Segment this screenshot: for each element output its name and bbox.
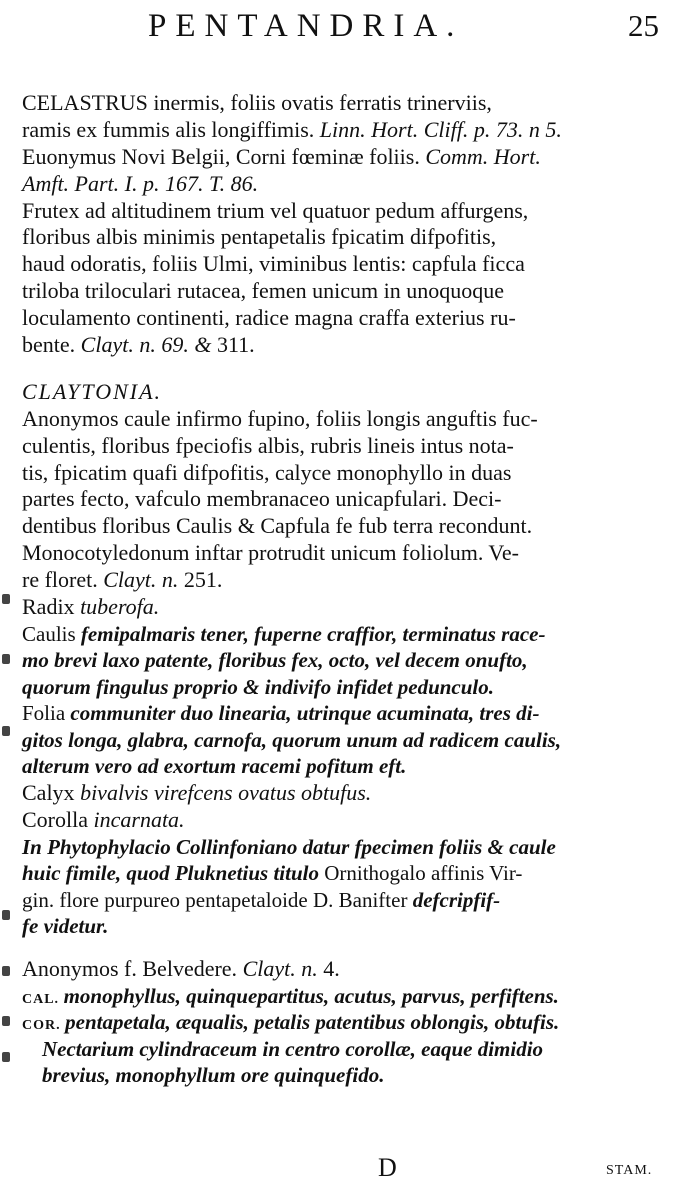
text-line (22, 780, 670, 807)
text-segment: loculamento continenti, radice magna craffa exterius ru- (22, 305, 516, 331)
text-line (22, 198, 670, 225)
text-segment: tis, fpicatim quafi difpofitis, calyce monophyllo in duas (22, 459, 512, 485)
text-segment: CAL. (22, 991, 64, 1007)
text-segment: dentibus floribus Caulis & Capfula fe fub terra recondunt. (22, 513, 533, 539)
text-body (22, 90, 670, 1089)
text-segment: partes fecto, vafculo membranaceo unicapfulari. Deci- (22, 486, 502, 512)
margin-ink-mark (0, 1048, 14, 1066)
text-line (22, 486, 670, 513)
margin-ink-mark (0, 650, 14, 668)
text-segment: CLAYTONIA. (22, 378, 163, 404)
text-line (22, 1036, 670, 1063)
text-segment: Corolla (22, 806, 94, 832)
text-segment: defcripfif- (412, 887, 501, 912)
text-segment: bente. (22, 332, 81, 358)
text-segment: Anonymos f. Belvedere. (22, 955, 243, 981)
text-segment: pentapetala, æqualis, petalis patentibus oblongis, obtufis. (65, 1010, 560, 1035)
text-segment: culentis, floribus fpeciofis albis, rubris lineis intus nota- (22, 432, 514, 458)
text-segment: Comm. Hort. (425, 143, 541, 169)
text-segment: incarnata. (93, 806, 185, 832)
text-line (22, 956, 670, 983)
margin-ink-mark (0, 962, 14, 980)
text-line (22, 887, 670, 914)
text-line (22, 513, 670, 540)
text-segment: Euonymus Novi Belgii, Corni fœminæ foliis. (22, 143, 426, 169)
signature-mark: D (378, 1153, 397, 1182)
text-line (22, 251, 670, 278)
text-segment: CELASTRUS inermis, foliis ovatis ferratis trinerviis, (22, 90, 492, 115)
text-segment: gitos longa, glabra, carnofa, quorum unum ad radicem caulis, (22, 727, 562, 752)
text-segment: re floret. (22, 567, 104, 593)
text-line (22, 807, 670, 834)
text-line (22, 594, 670, 621)
text-segment: quorum fingulus proprio & indivifo infidet pedunculo. (22, 674, 495, 699)
margin-ink-mark (0, 722, 14, 740)
text-segment: Ornithogalo affinis Vir- (324, 861, 523, 886)
running-head (0, 4, 682, 48)
text-segment: Calyx (22, 779, 81, 805)
text-segment: mo brevi laxo patente, floribus fex, octo, vel decem onufto, (22, 648, 528, 673)
text-segment: Nectarium cylindraceum in centro corollæ, eaque dimidio (42, 1036, 544, 1061)
text-line (22, 433, 670, 460)
text-line (22, 540, 670, 567)
text-line (22, 90, 670, 117)
text-segment: Clayt. n. (103, 567, 184, 593)
page-number: 25 (628, 8, 659, 43)
margin-ink-mark (0, 590, 14, 608)
page-footer (0, 1153, 682, 1193)
text-segment: tuberofa. (80, 594, 160, 620)
text-line (22, 171, 670, 198)
text-segment: gin. flore purpureo pentapetaloide D. Banifter (22, 887, 413, 912)
text-line (22, 913, 670, 940)
text-segment: haud odoratis, foliis Ulmi, viminibus lentis: capfula ficca (22, 251, 525, 277)
text-line (22, 1009, 670, 1036)
text-segment: ramis ex fummis alis longiffimis. (22, 116, 320, 142)
text-segment: floribus albis minimis pentapetalis fpicatim difpofitis, (22, 224, 497, 250)
text-segment: In Phytophylacio Collinfoniano datur fpecimen foliis & caule (22, 834, 556, 859)
text-segment: communiter duo linearia, utrinque acuminata, tres di- (70, 701, 540, 726)
text-line (22, 567, 670, 594)
text-segment: Clayt. n. 69. & (80, 332, 217, 358)
text-line (22, 834, 670, 861)
text-segment: Monocotyledonum inftar protrudit unicum foliolum. Ve- (22, 540, 519, 566)
text-line (22, 983, 670, 1010)
text-segment: Clayt. n. (242, 955, 324, 981)
text-line (22, 460, 670, 487)
text-segment: Caulis (22, 621, 81, 646)
text-segment: Amft. Part. I. p. 167. T. 86. (22, 170, 259, 196)
text-segment: Frutex ad altitudinem trium vel quatuor pedum affurgens, (22, 197, 529, 223)
text-line (22, 224, 670, 251)
text-line (22, 278, 670, 305)
text-line (22, 332, 670, 359)
text-line (22, 379, 670, 406)
text-line (22, 674, 670, 701)
paragraph-gap (22, 359, 670, 379)
text-segment: bivalvis virefcens ovatus obtufus. (80, 779, 372, 805)
text-line (22, 406, 670, 433)
text-segment: Linn. Hort. Cliff. p. 73. n 5. (319, 116, 562, 142)
text-line (22, 727, 670, 754)
text-line (22, 700, 670, 727)
margin-ink-mark (0, 906, 14, 924)
text-line (22, 647, 670, 674)
text-line (22, 621, 670, 648)
text-segment: fe videtur. (22, 914, 109, 939)
text-line (22, 1062, 670, 1089)
text-segment: 251. (183, 567, 223, 593)
text-segment: 4. (323, 955, 340, 981)
text-segment: monophyllus, quinquepartitus, acutus, parvus, perfiftens. (63, 983, 559, 1008)
text-segment: Anonymos caule infirmo fupino, foliis longis anguftis fuc- (22, 405, 538, 431)
text-segment: alterum vero ad exortum racemi pofitum eft. (22, 754, 407, 779)
text-segment: COR. (22, 1018, 66, 1034)
page-title: PENTANDRIA. (148, 8, 464, 44)
margin-ink-mark (0, 1012, 14, 1030)
text-segment: triloba triloculari rutacea, femen unicum in unoquoque (22, 278, 505, 304)
text-line (22, 305, 670, 332)
text-line (22, 144, 670, 171)
paragraph-gap (22, 940, 670, 956)
text-segment: Radix (22, 594, 81, 620)
text-line (22, 860, 670, 887)
text-segment: brevius, monophyllum ore quinquefido. (42, 1063, 385, 1088)
text-segment: Folia (22, 701, 71, 726)
text-segment: 311. (216, 332, 255, 358)
text-line (22, 753, 670, 780)
text-line (22, 117, 670, 144)
text-segment: huic fimile, quod Pluknetius titulo (22, 861, 325, 886)
catchword: STAM. (606, 1163, 653, 1178)
text-segment: femipalmaris tener, fuperne craffior, terminatus race- (80, 621, 546, 646)
